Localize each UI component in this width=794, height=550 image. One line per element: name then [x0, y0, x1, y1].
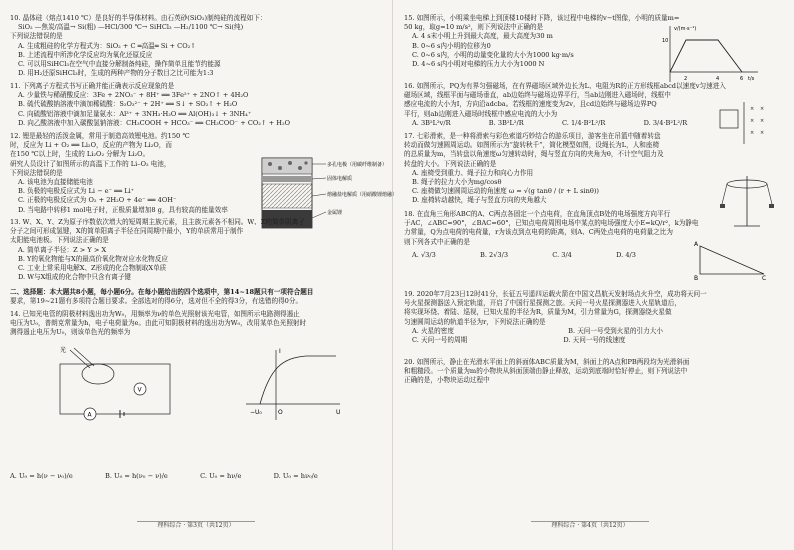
q18-triangle-figure — [694, 240, 770, 280]
field-marks — [750, 106, 764, 136]
fig-label-v-axis: v/(m·s⁻¹) — [674, 26, 697, 32]
q17-line-1: 17. 七彩滑索，是一种将滑索与彩色索道巧妙结合的游乐项目，游客坐在吊篮中随着转盘 — [404, 132, 661, 140]
q10-option-a: A. 生成粗硅的化学方程式为：SiO₂ + C ═高温═ Si + CO₂↑ — [18, 41, 196, 50]
question-14 — [10, 310, 306, 338]
q15-vt-graph — [662, 22, 762, 88]
circuit-loop — [60, 364, 170, 414]
q18-options-row — [404, 251, 699, 260]
q20-line-3: 正确的是，小物块运动过程中 — [404, 376, 490, 385]
q13-option-d: D. W与X组成的化合物中只含有离子键 — [18, 273, 132, 282]
svg-text:×: × — [760, 118, 765, 124]
q12-line-3: 在150 ℃以上时，生成的 Li₂O₂ 分解为 Li₂O。 — [10, 150, 150, 159]
q12-line-5: 下列说法错误的是 — [10, 168, 63, 177]
right-footer — [404, 521, 776, 530]
q15-option-a: A. 4 s末小明上升到最大高度，最大高度为30 m — [412, 32, 553, 41]
q14-line-1: 14. 已知光电管的阴极材料逸出功为W₀，用频率为ν的单色光照射该光电管，如图所示电路测得遏止 — [10, 310, 300, 318]
fig-label-solid: 固体电解质 — [327, 176, 353, 182]
q10-intro: 下列说法错误的是 — [10, 32, 63, 41]
left-footer — [10, 521, 382, 530]
q19-line-4: 匀速圆周运动的轨道半径为r，下列说法正确的是 — [404, 317, 546, 326]
porous-electrode — [262, 158, 312, 174]
q16-line-3: 感应电流的大小为I，方向沿adcba。若线框的速度变为2v，且cd边始终与磁场边界PQ — [404, 100, 657, 109]
fig-label-v: V — [137, 386, 142, 394]
svg-text:×: × — [750, 106, 755, 112]
question-15 — [404, 14, 679, 69]
section-2-line-1: 要求，第19~21题有多项符合题目要求。全部选对的得6分，选对但不全的得3分，有选错的得0分。 — [10, 297, 303, 306]
page-fold — [392, 0, 393, 550]
q19-option-a: A. 火星的密度 — [412, 326, 454, 335]
q14-option-b: B. U₀ = h(ν₀ − ν)/e — [104, 472, 168, 480]
q14-option-d: D. U₀ = hν₀/e — [273, 472, 318, 480]
q18-line-2: 于AC，∠ABC=90°，∠BAC=60°，已知点电荷周围电场中某点的电场强度大小E=kQ/r²，k为静电 — [404, 219, 699, 228]
fig-tick-4: 4 — [716, 76, 720, 82]
q16-option-a: A. 3B²L²v/R — [412, 118, 451, 127]
fig-label-origin: O — [278, 409, 283, 416]
q14-options — [10, 472, 318, 481]
q19-line-2: 号火星探测器送入预定轨道，开启了中国行星探测之旅。天问一号火星探测器进入火星轨道后， — [404, 299, 681, 308]
q12-option-a: A. 该电池为直接储能电池 — [18, 178, 93, 187]
fig-label-c-vertex: C — [762, 275, 767, 282]
question-17 — [404, 132, 664, 206]
q15-line-1: 15. 如图所示，小明乘坐电梯上到顶楼10楼时下降，该过程中电梯的v−t图像，小明的质量m= — [404, 14, 680, 22]
vt-line — [670, 40, 742, 72]
q12-option-d: D. 当电路中转移1 mol电子时，正极质量增加8 g，具有较高的能量效率 — [18, 205, 228, 214]
photo-tube — [82, 364, 114, 384]
iu-curve — [260, 356, 336, 404]
question-16 — [404, 82, 726, 128]
q16-option-d: D. 3/4·B²L²/R — [643, 118, 688, 127]
seat-left — [720, 204, 725, 208]
q13-line-1: 13. W、X、Y、Z为原子序数依次增大的短周期主族元素，且主族元素各不相同。W、Z的简单阴离子 — [10, 218, 305, 226]
q19-options-row-2 — [404, 336, 707, 345]
q11-option-c: C. 向硫酸铝溶液中滴加足量氨水：Al³⁺ + 3NH₃·H₂O ══ Al(OH)₃↓ + 3NH₄⁺ — [18, 109, 252, 118]
svg-text:×: × — [750, 118, 755, 124]
q17-line-2: 转动而做匀速圆周运动。如图所示为“旋转秋千”，简化模型如图，设绳长为L，人和座椅 — [404, 141, 660, 150]
question-20 — [404, 358, 690, 386]
fig-label-b-vertex: B — [694, 275, 699, 282]
fig-label-i: I — [279, 348, 281, 355]
svg-text:×: × — [760, 130, 765, 136]
q18-option-a: A. √3/3 — [412, 250, 436, 259]
q14-line-2: 电压为U₀，普朗克常量为h，电子电荷量为e。由此可知阴极材料的逸出功为W₀，改用某单色光照射时 — [10, 319, 307, 328]
q17-line-3: 的总质量为m，当转盘以角速度ω匀速转动时，绳与竖直方向的夹角为θ，不计空气阻力及 — [404, 150, 664, 159]
q10-flow: SiO₂ —焦炭/高温→ Si(粗) —HCl/300 ℃→ SiHCl₃ —H₂/1100 ℃→ Si(纯) — [18, 23, 244, 32]
fig-label-light: 光 — [60, 347, 67, 354]
question-18 — [404, 210, 699, 260]
q15-option-d: D. 4~6 s内小明对电梯的压力大小为1000 N — [412, 60, 545, 69]
q17-option-b: B. 绳子的拉力大小为mg/cosθ — [412, 178, 502, 187]
q16-options-row — [404, 119, 726, 128]
q19-option-d: D. 天问一号的线速度 — [563, 336, 626, 345]
q19-option-c: C. 天问一号的周期 — [412, 336, 468, 345]
molten-salt — [262, 184, 312, 208]
right-page — [404, 14, 776, 534]
q14-circuit-figure — [50, 344, 180, 424]
q13-line-2: 分子之间可形成氢键，X的简单阳离子半径在同周期中最小，Y的单质常用于制作 — [10, 227, 244, 236]
q12-option-c: C. 正极的电极反应式为 O₂ + 2H₂O + 4e⁻ ══ 4OH⁻ — [18, 196, 177, 205]
q18-line-1: 18. 在直角三角形ABC的A、C两点各固定一个点电荷，在直角顶点B处的电场强度方向平行 — [404, 210, 671, 218]
q18-option-b: B. 2√3/3 — [480, 250, 509, 259]
q11-stem: 11. 下列离子方程式书写正确并能正确表示反应现象的是 — [10, 82, 175, 90]
fig-tick-6: 6 — [740, 76, 744, 82]
q13-option-a: A. 简单离子半径：Z > Y > X — [18, 245, 107, 254]
q19-line-3: 将实现环绕、着陆、巡视，已知火星的半径为R，质量为M，引力常量为G，探测器绕火星做 — [404, 308, 672, 317]
q18-line-3: 力常量，Q为点电荷的电荷量，r为该点到点电荷的距离，则A、C两处点电荷的电荷量之比为 — [404, 228, 673, 237]
q17-option-d: D. 座椅转动越快，绳子与竖直方向的夹角越大 — [412, 196, 547, 205]
q14-option-c: C. U₀ = hν/e — [200, 472, 242, 480]
square-loop — [720, 110, 738, 128]
q15-option-c: C. 0~6 s内，小明的动量变化量的大小为1000 kg·m/s — [412, 50, 574, 59]
question-12 — [10, 132, 228, 215]
q20-line-1: 20. 如图所示，静止在光滑水平面上的斜面体ABC质量为M，斜面上的A点和PB两段均为光滑斜面 — [404, 358, 690, 366]
q10-stem: 10. 晶体硅（熔点1410 ℃）是良好的半导体材料。由石英砂(SiO₂)制纯硅的流程如下： — [10, 14, 267, 22]
q17-line-4: 转盘的大小。下列说法正确的是 — [404, 159, 497, 168]
question-13 — [10, 218, 305, 282]
fig-label-molten: 熔融盐电解质（用硝酸锂熔融） — [327, 192, 398, 198]
fig-label-lithium: 金属锂 — [327, 210, 343, 216]
svg-text:×: × — [750, 130, 755, 136]
svg-text:×: × — [760, 106, 765, 112]
q12-line-4: 研究人员设计了如图所示的高温下工作的 Li–O₂ 电池， — [10, 159, 171, 168]
q12-line-1: 12. 锂是最轻的活泼金属，常用于制造高效锂电池。约150 ℃ — [10, 132, 190, 140]
triangle-abc — [700, 246, 764, 274]
question-11 — [10, 82, 290, 128]
question-19 — [404, 290, 707, 345]
fig-label-a-vertex: A — [694, 241, 699, 248]
q11-option-b: B. 硫代硫酸钠溶液中滴加稀硫酸：S₂O₃²⁻ + 2H⁺ ══ S↓ + SO₂↑ + H₂O — [18, 100, 238, 109]
solid-electrolyte — [262, 176, 312, 182]
q11-option-d: D. 向乙酸溶液中加入碳酸氢钠溶液：CH₃COOH + HCO₃⁻ ══ CH₃COO⁻ + CO₂↑ + H₂O — [18, 118, 290, 127]
fig-label-u: U — [336, 409, 341, 416]
q10-option-c: C. 可以用SiHCl₃在空气中直接分解制备纯硅，操作简单且能节约能源 — [18, 60, 221, 69]
q19-options-row-1 — [404, 327, 707, 336]
q18-line-4: 则下列各式中正确的是 — [404, 237, 470, 246]
q19-line-1: 19. 2020年7月23日12时41分，长征五号遥四运载火箭在中国文昌航天发射场点火升空，成功将天问一 — [404, 290, 707, 298]
q16-line-2: 磁场区域，线框平面与磁场垂直，ab边始终与磁场边界平行，当ab边刚进入磁场时，线框中 — [404, 91, 671, 100]
q20-line-2: 和粗糙段。一个质量为m的小物块从斜面顶端由静止释放，运动到底端时恰好停止，则下列说法中 — [404, 367, 688, 376]
q12-option-b: B. 负极的电极反应式为 Li − e⁻ ══ Li⁺ — [18, 187, 135, 196]
q11-option-a: A. 少量铁与稀硝酸反应：3Fe + 2NO₃⁻ + 8H⁺ ══ 3Fe²⁺ + 2NO↑ + 4H₂O — [18, 91, 249, 100]
q16-line-4: 平行，则ab边刚进入磁场时线框中感应电流的大小为 — [404, 109, 558, 118]
fig-tick-2: 2 — [684, 76, 688, 82]
fig-label-t-axis: t/s — [748, 76, 755, 82]
section-2-title: 二、选择题：本大题共8小题，每小题6分。在每小题给出的四个选项中，第14~18题只有一项符合题目 — [10, 288, 314, 296]
fig-label-u0: −U₀ — [250, 409, 262, 416]
q16-option-c: C. 1/4·B²L²/R — [561, 118, 606, 127]
q12-line-2: 时，反应为 Li + O₂ ══ Li₂O，反应的产物为 Li₂O，而 — [10, 141, 172, 150]
q18-option-d: D. 4/3 — [616, 250, 636, 259]
q19-option-b: B. 天问一号受到火星的引力大小 — [568, 326, 663, 335]
q14-iu-graph — [236, 344, 346, 424]
q14-option-a: A. U₀ = h(ν − ν₀)/e — [10, 472, 73, 480]
q13-line-3: 太阳能电池板。下列说法正确的是 — [10, 236, 109, 245]
q14-line-3: 测得遏止电压为U₀，则该单色光的频率为 — [10, 328, 131, 337]
question-10 — [10, 14, 266, 78]
q18-option-c: C. 3/4 — [552, 250, 572, 259]
q16-line-1: 16. 如图所示，PQ为有界匀强磁场，在有界磁场区域外边长为L、电阻为R的正方形线框abcd以速度v匀速进入 — [404, 82, 726, 90]
fig-tick-10: 10 — [662, 38, 669, 44]
left-page-number: 理科综合 · 第3页（共12页） — [137, 521, 254, 529]
q16-option-b: B. 3B²L²/R — [488, 118, 524, 127]
q17-option-a: A. 座椅受到重力、绳子拉力和向心力作用 — [412, 168, 534, 177]
right-page-number: 理科综合 · 第4页（共12页） — [531, 521, 648, 529]
q10-option-b: B. 上述流程中所涉化学反应均为氧化还原反应 — [18, 50, 153, 59]
q15-option-b: B. 0~6 s内小明的位移为0 — [412, 41, 491, 50]
fig-label-porous: 多孔电极（用碳纤维制备） — [327, 162, 388, 168]
q14-options-row — [10, 472, 318, 481]
q13-option-c: C. 工业上常采用电解X、Z形成的化合物制取X单质 — [18, 264, 167, 273]
section-2-header — [10, 286, 313, 306]
left-page — [10, 14, 398, 534]
q10-option-d: D. 用H₂还原SiHCl₃时，生成的两种产物的分子数目之比可能为1:3 — [18, 69, 214, 78]
fig-label-a: A — [87, 411, 92, 419]
q17-swing-figure — [720, 174, 774, 230]
q17-option-c: C. 座椅做匀速圆周运动的角速度 ω = √(g tanθ / (r + L sinθ)) — [412, 187, 599, 196]
q16-field-figure — [716, 100, 772, 146]
q15-line-2: 50 kg，取g=10 m/s²，则下列说法中正确的是 — [404, 23, 544, 32]
q13-option-b: B. Y的氧化物能与X的最高价氧化物对应水化物反应 — [18, 254, 168, 263]
seat-right — [769, 204, 774, 208]
